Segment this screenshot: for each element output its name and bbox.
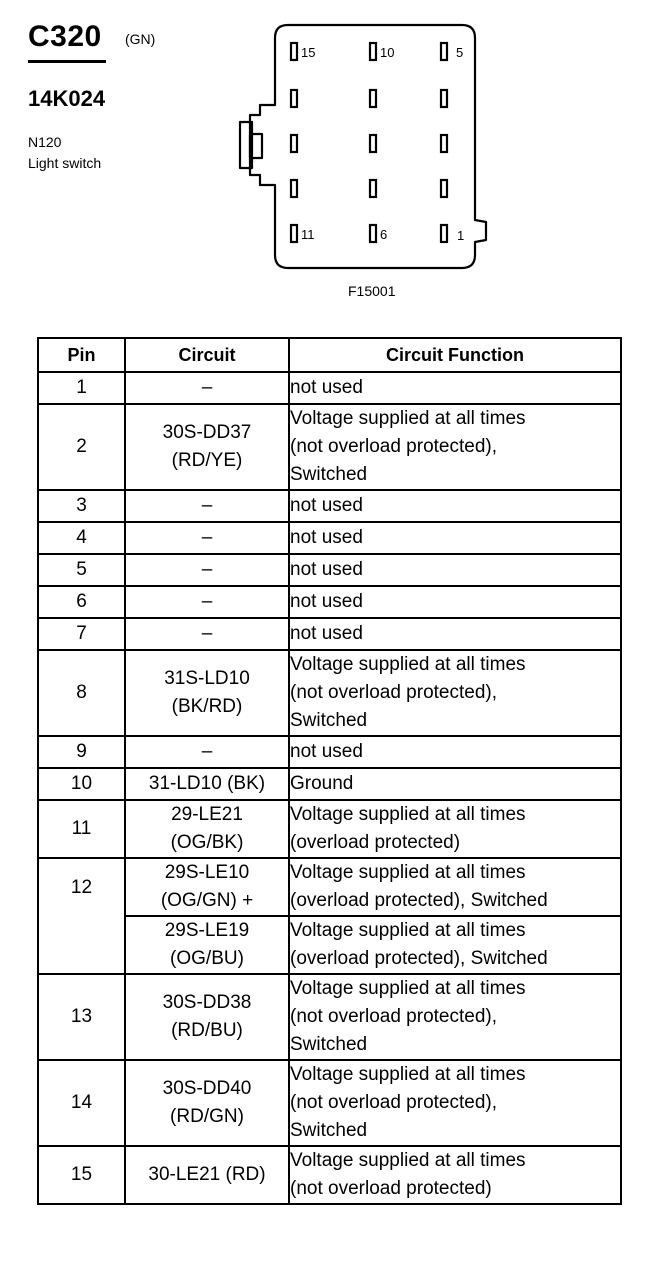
pin-cavity: [370, 180, 376, 197]
pin-cavity: [370, 90, 376, 107]
pin-cell: 15: [38, 1146, 125, 1204]
function-cell: not used: [289, 372, 621, 404]
table-row: [38, 1060, 621, 1146]
pin-cell: 5: [38, 554, 125, 586]
pin-cavity: [291, 180, 297, 197]
table-row: [38, 800, 621, 858]
table-row: [38, 736, 621, 768]
pin-cell: 14: [38, 1060, 125, 1146]
pin-label-10: 10: [380, 45, 395, 60]
function-cell: not used: [289, 618, 621, 650]
function-cell: Ground: [289, 768, 621, 800]
pin-cell: 8: [38, 650, 125, 736]
pin-cell: 3: [38, 490, 125, 522]
circuit-cell: –: [125, 586, 289, 618]
pin-label-15: 15: [301, 45, 316, 60]
function-cell: not used: [289, 554, 621, 586]
connector-color-code: (GN): [125, 31, 156, 47]
pin-label-5: 5: [456, 45, 464, 60]
circuit-cell: 31-LD10 (BK): [125, 768, 289, 800]
pin-label-1: 1: [457, 228, 465, 243]
pin-cavity: [441, 90, 447, 107]
pin-cavity: [441, 225, 447, 242]
table-header-row: [38, 338, 621, 372]
pin-label-11: 11: [301, 227, 315, 242]
table-row: [38, 490, 621, 522]
circuit-cell: –: [125, 554, 289, 586]
pin-cell: 12: [38, 858, 125, 974]
part-number: 14K024: [28, 86, 106, 111]
table-row: [38, 372, 621, 404]
circuit-cell: 29S-LE19 (OG/BU): [125, 916, 289, 974]
function-cell: Voltage supplied at all times (not overload protected): [289, 1146, 621, 1204]
pin-cavity: [441, 135, 447, 152]
pin-cell: 11: [38, 800, 125, 858]
table-row: [38, 974, 621, 1060]
pin-cavity: [291, 90, 297, 107]
pin-cavity: [370, 43, 376, 60]
circuit-cell: 31S-LD10 (BK/RD): [125, 650, 289, 736]
function-cell: Voltage supplied at all times (not overload protected), Switched: [289, 404, 621, 490]
pin-cell: 2: [38, 404, 125, 490]
pin-cell: 7: [38, 618, 125, 650]
pin-cell: 4: [38, 522, 125, 554]
pin-cell: 6: [38, 586, 125, 618]
component-code: N120: [28, 134, 62, 150]
connector-id-underline: [28, 60, 106, 63]
function-cell: Voltage supplied at all times (not overload protected), Switched: [289, 650, 621, 736]
header-circuit: Circuit: [125, 338, 289, 372]
circuit-cell: 29S-LE10 (OG/GN) +: [125, 858, 289, 916]
circuit-cell: –: [125, 736, 289, 768]
function-cell: Voltage supplied at all times (overload protected), Switched: [289, 916, 621, 974]
table-row: [38, 554, 621, 586]
pin-cavity: [291, 43, 297, 60]
function-cell: Voltage supplied at all times (overload protected): [289, 800, 621, 858]
connector-face-diagram: [230, 18, 500, 278]
connector-housing-outline: [240, 25, 486, 268]
circuit-cell: –: [125, 618, 289, 650]
table-row: [38, 404, 621, 490]
table-row: [38, 768, 621, 800]
pin-cell: 9: [38, 736, 125, 768]
connector-id: C320: [28, 20, 102, 53]
circuit-cell: 30-LE21 (RD): [125, 1146, 289, 1204]
header-circuit-function: Circuit Function: [289, 338, 621, 372]
pin-function-table: [37, 337, 622, 1205]
pin-cavity: [291, 135, 297, 152]
circuit-cell: 30S-DD37 (RD/YE): [125, 404, 289, 490]
table-row: [38, 618, 621, 650]
pin-cavity: [370, 135, 376, 152]
pin-cavity: [291, 225, 297, 242]
component-name: Light switch: [28, 155, 102, 171]
function-cell: not used: [289, 736, 621, 768]
table-row: [38, 1146, 621, 1204]
circuit-cell: 30S-DD38 (RD/BU): [125, 974, 289, 1060]
function-cell: not used: [289, 490, 621, 522]
table-row: [38, 650, 621, 736]
pin-label-6: 6: [380, 227, 388, 242]
function-cell: Voltage supplied at all times (not overload protected), Switched: [289, 1060, 621, 1146]
function-cell: Voltage supplied at all times (overload protected), Switched: [289, 858, 621, 916]
table-row: [38, 916, 621, 974]
circuit-cell: –: [125, 372, 289, 404]
function-cell: not used: [289, 522, 621, 554]
pin-cavity: [370, 225, 376, 242]
table-row: [38, 522, 621, 554]
circuit-cell: 30S-DD40 (RD/GN): [125, 1060, 289, 1146]
header-pin: Pin: [38, 338, 125, 372]
table-row: [38, 586, 621, 618]
pin-cell: 13: [38, 974, 125, 1060]
pin-cell: 1: [38, 372, 125, 404]
pin-cavity: [441, 180, 447, 197]
function-cell: Voltage supplied at all times (not overload protected), Switched: [289, 974, 621, 1060]
circuit-cell: 29-LE21 (OG/BK): [125, 800, 289, 858]
figure-id: F15001: [348, 283, 396, 299]
table-row: [38, 858, 621, 916]
function-cell: not used: [289, 586, 621, 618]
circuit-cell: –: [125, 522, 289, 554]
circuit-cell: –: [125, 490, 289, 522]
pin-cavity: [441, 43, 447, 60]
pin-cavities: [291, 43, 447, 242]
pin-cell: 10: [38, 768, 125, 800]
